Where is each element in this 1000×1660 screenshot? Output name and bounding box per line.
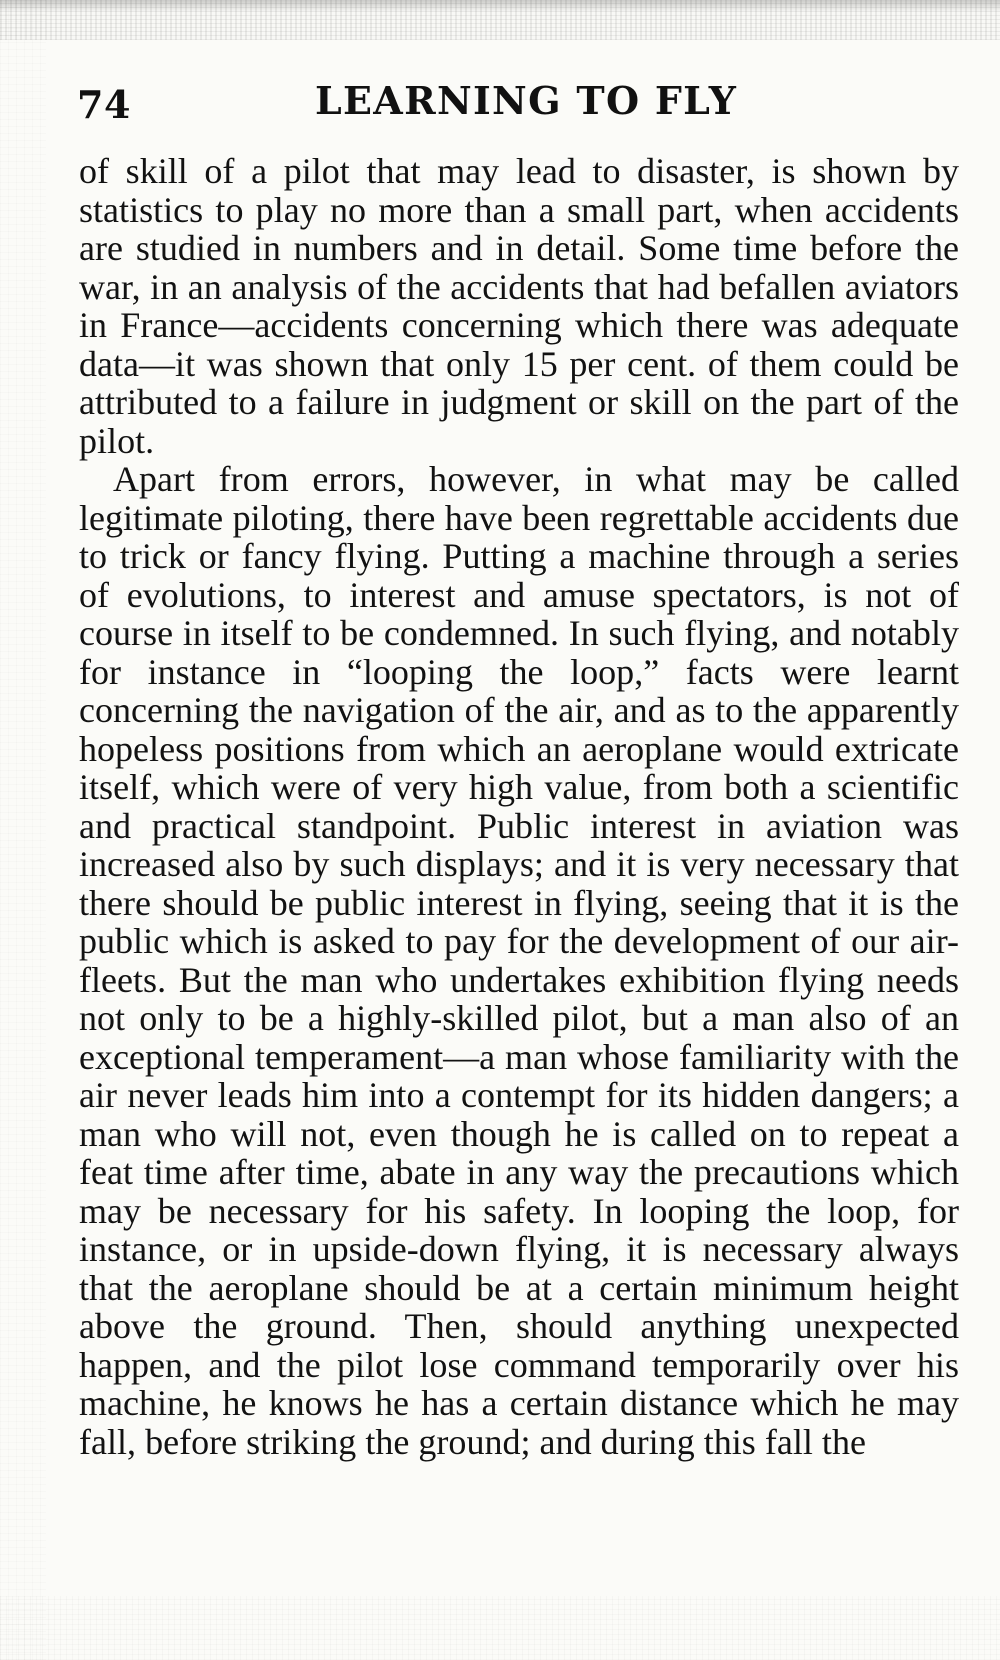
body-text <box>79 152 959 1461</box>
scan-left-noise <box>0 0 46 1660</box>
paragraph: of skill of a pilot that may lead to disaster, is shown by statistics to play no more than a small part, when accidents are studied in numbers and in detail. Some time before the war, in an analysis of the accidents that had befallen aviators in France—accidents concerning which there was adequate data—it was shown that only 15 per cent. of them could be attributed to a failure in judgment or skill on the part of the pilot. <box>79 151 959 461</box>
paragraph: Apart from errors, however, in what may be called legitimate piloting, there have been regrettable accidents due to trick or fancy flying. Putting a machine through a series of evolutions, to interest and amuse spectators, is not of course in itself to be condemned. In such flying, and notably for instance in “looping the loop,” facts were learnt concerning the navigation of the air, and as to the apparently hopeless positions from which an aeroplane would extricate itself, which were of very high value, from both a scientific and practical standpoint. Public interest in aviation was increased also by such displays; and it is very necessary that there should be public interest in flying, seeing that it is the public which is asked to pay for the development of our air-fleets. But the man who undertakes exhibition flying needs not only to be a highly-skilled pilot, but a man also of an exceptional temperament—a man whose familiarity with the air never leads him into a contempt for its hidden dangers; a man who will not, even though he is called on to repeat a feat time after time, abate in any way the precautions which may be necessary for his safety. In looping the loop, for instance, or in upside-down flying, it is necessary always that the aeroplane should be at a certain minimum height above the ground. Then, should anything unexpected happen, and the pilot lose command temporarily over his machine, he knows he has a certain distance which he may fall, before striking the ground; and during this fall the <box>79 459 959 1462</box>
scan-top-shadow <box>0 0 1000 12</box>
page-header <box>0 78 1000 130</box>
running-title: LEARNING TO FLY <box>315 78 738 123</box>
page-number: 74 <box>77 82 131 127</box>
scan-bottom-noise <box>0 1596 1000 1660</box>
